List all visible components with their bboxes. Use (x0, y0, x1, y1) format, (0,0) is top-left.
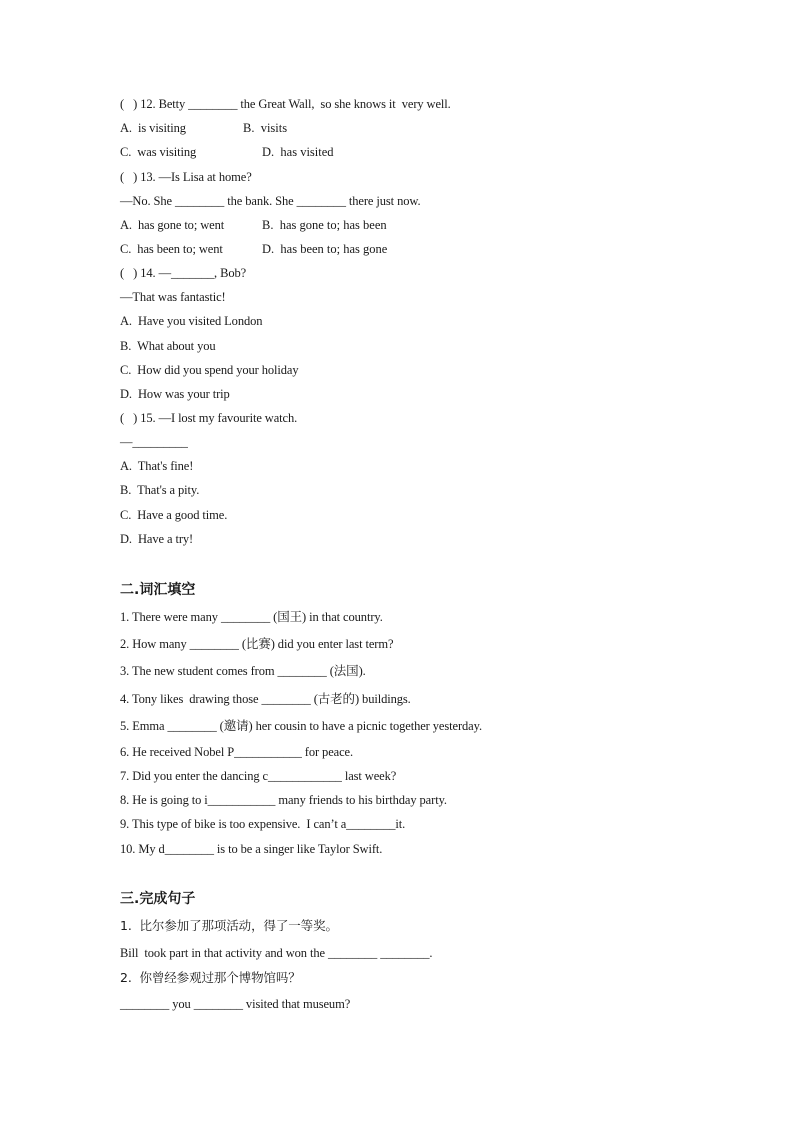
q12-option-b: B. visits (243, 121, 288, 135)
q13-option-d: D. has been to; has gone (262, 242, 388, 256)
q12-option-a: A. is visiting (120, 121, 186, 135)
q15-line2: —_________ (120, 435, 188, 449)
q15-option-c: C. Have a good time. (120, 508, 228, 522)
q13-line2: —No. She ________ the bank. She ________ there just now. (120, 194, 421, 208)
vocab-item: 1. There were many ________ (国王) in that country. (120, 610, 383, 624)
vocab-item: 2. How many ________ (比赛) did you enter last term? (120, 637, 394, 651)
sentence-english: ________ you ________ visited that museum? (120, 997, 351, 1011)
vocab-item: 9. This type of bike is too expensive. I can’t a________it. (120, 817, 406, 831)
vocab-item: 4. Tony likes drawing those ________ (古老的) buildings. (120, 692, 411, 706)
section-3-title: 三.完成句子 (120, 891, 196, 907)
vocab-item: 3. The new student comes from ________ (法国). (120, 664, 366, 678)
q12-option-c: C. was visiting (120, 145, 197, 159)
q15-option-d: D. Have a try! (120, 532, 194, 546)
sentence-english: Bill took part in that activity and won the ________ ________. (120, 946, 433, 960)
q13-stem: ( ) 13. —Is Lisa at home? (120, 170, 252, 184)
q14-option-d: D. How was your trip (120, 387, 230, 401)
q12-stem: ( ) 12. Betty ________ the Great Wall, so she knows it very well. (120, 97, 451, 111)
vocab-item: 8. He is going to i___________ many friends to his birthday party. (120, 793, 447, 807)
section-2-title: 二.词汇填空 (120, 582, 196, 598)
q13-option-c: C. has been to; went (120, 242, 223, 256)
q14-line2: —That was fantastic! (120, 290, 226, 304)
q15-option-a: A. That's fine! (120, 459, 194, 473)
vocab-item: 6. He received Nobel P___________ for peace. (120, 745, 354, 759)
q13-option-b: B. has gone to; has been (262, 218, 387, 232)
vocab-item: 10. My d________ is to be a singer like Taylor Swift. (120, 842, 383, 856)
q14-option-b: B. What about you (120, 339, 216, 353)
q14-option-c: C. How did you spend your holiday (120, 363, 299, 377)
q15-option-b: B. That's a pity. (120, 483, 200, 497)
q15-stem: ( ) 15. —I lost my favourite watch. (120, 411, 298, 425)
q14-option-a: A. Have you visited London (120, 314, 263, 328)
q14-stem: ( ) 14. —_______, Bob? (120, 266, 247, 280)
vocab-item: 5. Emma ________ (邀请) her cousin to have a picnic together yesterday. (120, 719, 482, 733)
vocab-item: 7. Did you enter the dancing c____________ last week? (120, 769, 397, 783)
sentence-chinese: 2. 你曾经参观过那个博物馆吗？ (120, 970, 301, 985)
sentence-chinese: 1. 比尔参加了那项活动，得了一等奖。 (120, 918, 338, 933)
q12-option-d: D. has visited (262, 145, 334, 159)
q13-option-a: A. has gone to; went (120, 218, 225, 232)
